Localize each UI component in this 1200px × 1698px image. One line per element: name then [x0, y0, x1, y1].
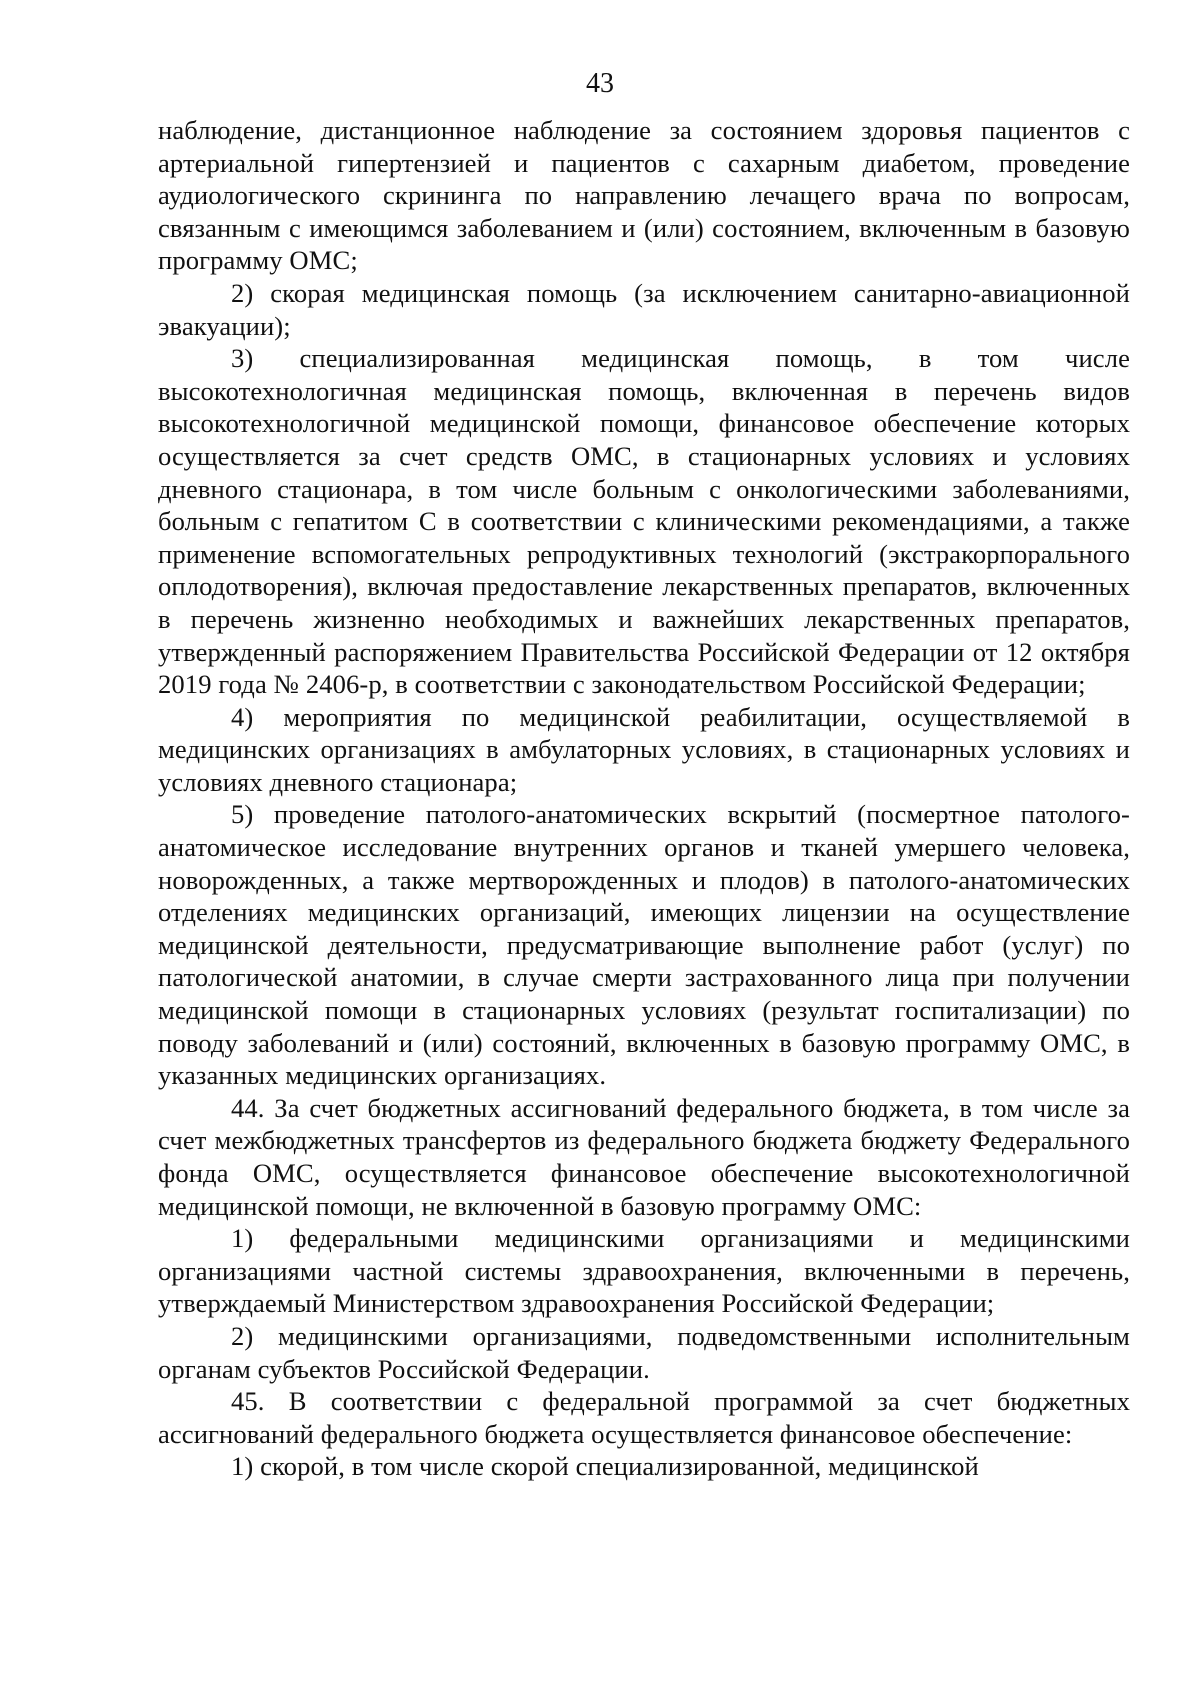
- document-body: [158, 114, 1130, 1483]
- paragraph-section-45: 45. В соответствии с федеральной программой за счет бюджетных ассигнований федерального бюджета осуществляется финансовое обеспечение:: [158, 1386, 1130, 1449]
- paragraph-continuation: наблюдение, дистанционное наблюдение за состоянием здоровья пациентов с артериальной гипертензией и пациентов с сахарным диабетом, проведение аудиологического скрининга по направлению лечащего врача по вопросам, связанным с имеющимся заболеванием и (или) состоянием, включенным в базовую программу ОМС;: [158, 115, 1130, 276]
- page-number: 43: [586, 68, 614, 99]
- paragraph-item-3-specialized-care: 3) специализированная медицинская помощь, в том числе высокотехнологичная медицинская помощь, включенная в перечень видов высокотехнологичной медицинской помощи, финансовое обеспечение которых осуществляется за счет средств ОМС, в стационарных условиях и условиях дневного стационара, в том числе больным с онкологическими заболеваниями, больным с гепатитом С в соответствии с клиническими рекомендациями, а также применение вспомогательных репродуктивных технологий (экстракорпорального оплодотворения), включая предоставление лекарственных препаратов, включенных в перечень жизненно необходимых и важнейших лекарственных препаратов, утвержденный распоряжением Правительства Российской Федерации от 12 октября 2019 года № 2406-р, в соответствии с законодательством Российской Федерации;: [158, 343, 1130, 700]
- paragraph-item-5-autopsies: 5) проведение патолого-анатомических вскрытий (посмертное патолого-анатомическое исследование внутренних органов и тканей умершего человека, новорожденных, а также мертворожденных и плодов) в патолого-анатомических отделениях медицинских организаций, имеющих лицензии на осуществление медицинской деятельности, предусматривающие выполнение работ (услуг) по патологической анатомии, в случае смерти застрахованного лица при получении медицинской помощи в стационарных условиях (результат госпитализации) по поводу заболеваний и (или) состояний, включенных в базовую программу ОМС, в указанных медицинских организациях.: [158, 799, 1130, 1091]
- paragraph-item-4-rehabilitation: 4) мероприятия по медицинской реабилитации, осуществляемой в медицинских организациях в амбулаторных условиях, в стационарных условиях и условиях дневного стационара;: [158, 701, 1130, 797]
- paragraph-section-44: 44. За счет бюджетных ассигнований федерального бюджета, в том числе за счет межбюджетных трансфертов из федерального бюджета бюджету Федерального фонда ОМС, осуществляется финансовое обеспечение высокотехнологичной медицинской помощи, не включенной в базовую программу ОМС:: [158, 1092, 1130, 1221]
- paragraph-item-2-ambulance: 2) скорая медицинская помощь (за исключением санитарно-авиационной эвакуации);: [158, 277, 1130, 341]
- paragraph-item-1-federal-organizations: 1) федеральными медицинскими организациями и медицинскими организациями частной системы здравоохранения, включенными в перечень, утверждаемый Министерством здравоохранения Российской Федерации;: [158, 1223, 1130, 1319]
- paragraph-item-1-emergency-care: 1) скорой, в том числе скорой специализированной, медицинской: [231, 1451, 979, 1482]
- paragraph-item-2-regional-organizations: 2) медицинскими организациями, подведомственными исполнительным органам субъектов Российской Федерации.: [158, 1320, 1130, 1384]
